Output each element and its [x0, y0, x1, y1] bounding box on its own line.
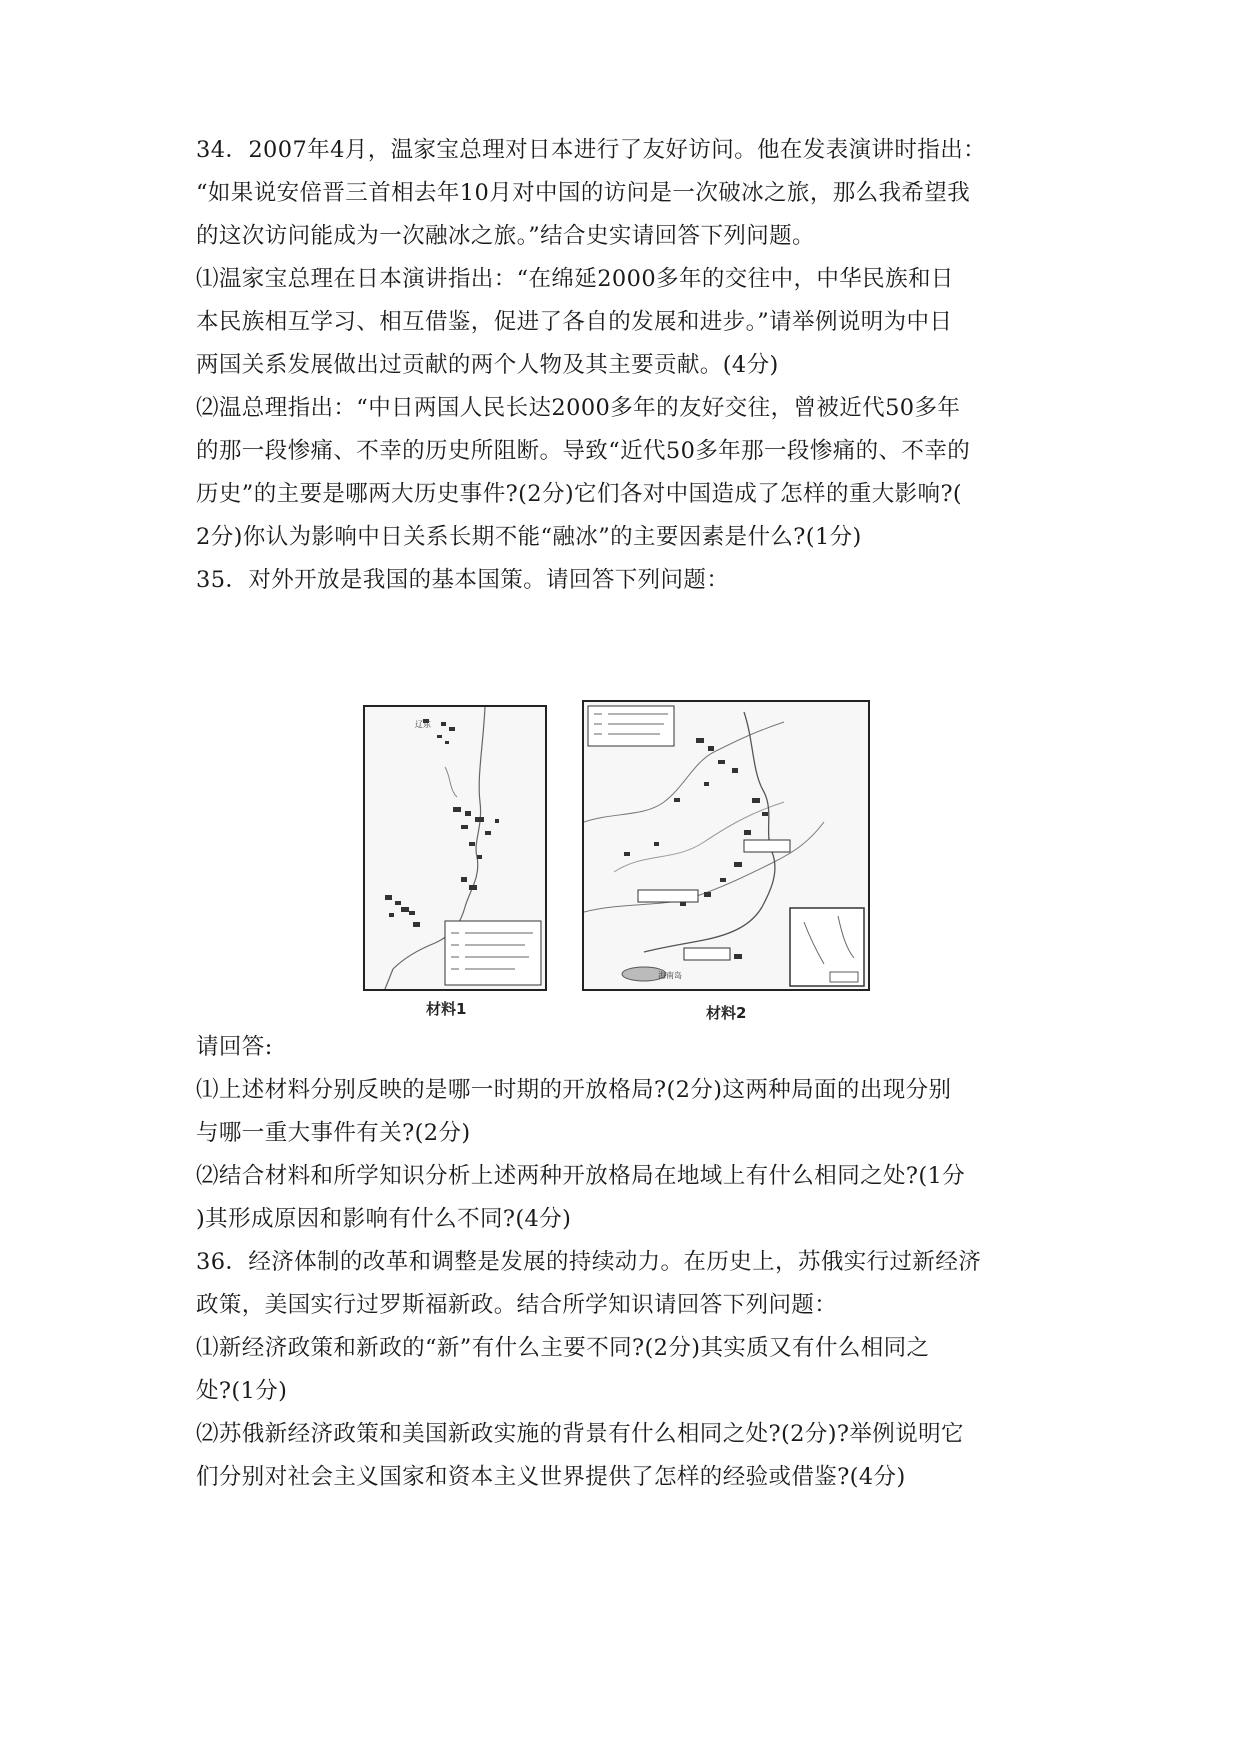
q34-line-7: ⑵温总理指出：“中日两国人民长达2000多年的友好交往，曾被近代50多年 — [196, 395, 961, 421]
q35-line-3: 与哪一重大事件有关?(2分) — [196, 1120, 471, 1146]
q36-line-6: 们分别对社会主义国家和资本主义世界提供了怎样的经验或借鉴?(4分) — [196, 1464, 906, 1490]
material-2-caption: 材料2 — [706, 1004, 747, 1022]
q35-line-5: )其形成原因和影响有什么不同?(4分) — [196, 1206, 572, 1232]
q36-line-1: 36．经济体制的改革和调整是发展的持续动力。在历史上，苏俄实行过新经济 — [196, 1249, 982, 1275]
q34-line-9: 历史”的主要是哪两大历史事件?(2分)它们各对中国造成了怎样的重大影响?( — [196, 481, 963, 507]
material-2-map — [582, 700, 870, 991]
q34-line-2: “如果说安倍晋三首相去年10月对中国的访问是一次破冰之旅，那么我希望我 — [196, 180, 971, 206]
q34-line-1: 34．2007年4月，温家宝总理对日本进行了友好访问。他在发表演讲时指出： — [196, 137, 987, 163]
material-1-map — [363, 705, 547, 991]
map-figure — [360, 690, 870, 1020]
q36-line-2: 政策，美国实行过罗斯福新政。结合所学知识请回答下列问题： — [196, 1292, 838, 1318]
q34-line-5: 本民族相互学习、相互借鉴，促进了各自的发展和进步。”请举例说明为中日 — [196, 309, 953, 335]
material-1-caption: 材料1 — [426, 1000, 467, 1018]
q35-line-2: ⑴上述材料分别反映的是哪一时期的开放格局?(2分)这两种局面的出现分别 — [196, 1077, 952, 1103]
map2-label-bottom: 海南岛 — [658, 971, 682, 980]
q34-line-10: 2分)你认为影响中日关系长期不能“融冰”的主要因素是什么?(1分) — [196, 524, 862, 550]
q34-line-3: 的这次访问能成为一次融冰之旅。”结合史实请回答下列问题。 — [196, 223, 815, 249]
q34-line-4: ⑴温家宝总理在日本演讲指出：“在绵延2000多年的交往中，中华民族和日 — [196, 266, 954, 292]
q35-line-4: ⑵结合材料和所学知识分析上述两种开放格局在地域上有什么相同之处?(1分 — [196, 1163, 966, 1189]
q36-line-4: 处?(1分) — [196, 1378, 288, 1404]
q34-line-8: 的那一段惨痛、不幸的历史所阻断。导致“近代50多年那一段惨痛的、不幸的 — [196, 438, 971, 464]
map1-label-top: 辽东 — [415, 720, 431, 729]
q36-line-5: ⑵苏俄新经济政策和美国新政实施的背景有什么相同之处?(2分)?举例说明它 — [196, 1421, 964, 1447]
q36-line-3: ⑴新经济政策和新政的“新”有什么主要不同?(2分)其实质又有什么相同之 — [196, 1335, 930, 1361]
q35-line-1: 请回答: — [196, 1034, 273, 1060]
q34-line-6: 两国关系发展做出过贡献的两个人物及其主要贡献。(4分) — [196, 352, 779, 378]
q35-intro: 35．对外开放是我国的基本国策。请回答下列问题： — [196, 567, 730, 593]
